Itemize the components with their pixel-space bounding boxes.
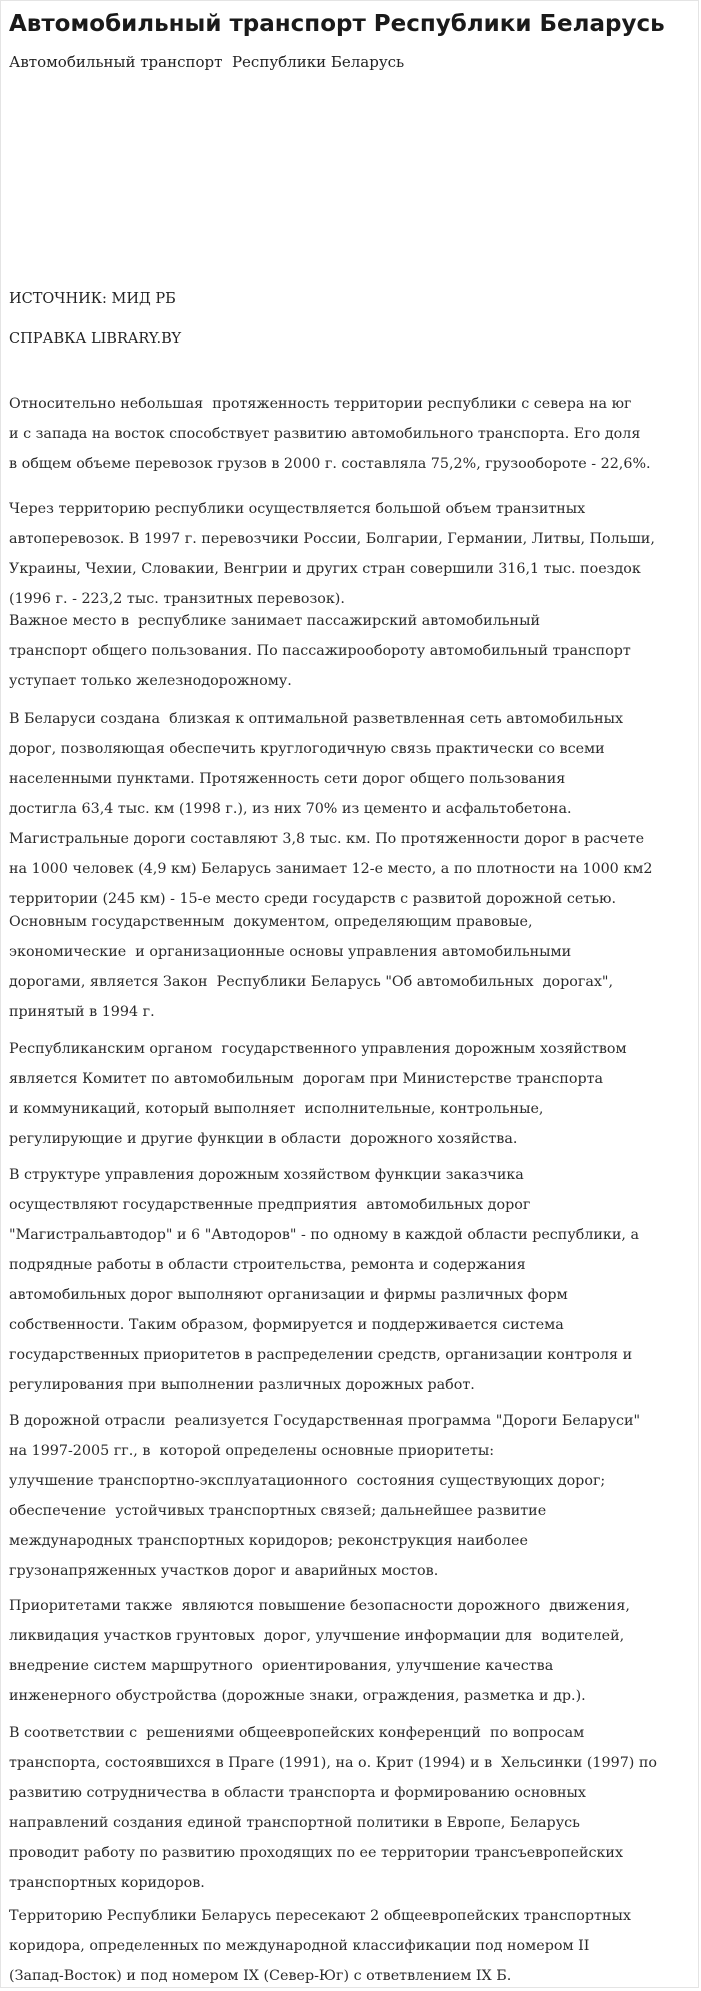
text-line: транспортных коридоров. [9,1875,205,1891]
paragraph-6 [9,1034,689,1154]
text-line: В дорожной отрасли реализуется Государственная программа "Дороги Беларуси" [9,1413,641,1429]
text-line: (1996 г. - 223,2 тыс. транзитных перевозок). [9,591,345,607]
text-line: Приоритетами также являются повышение безопасности дорожного движения, [9,1598,630,1614]
text-line: Относительно небольшая протяженность территории республики с севера на юг [9,396,632,412]
paragraph-1 [9,389,689,479]
text-line: и коммуникаций, который выполняет исполнительные, контрольные, [9,1101,544,1117]
text-line: населенными пунктами. Протяженность сети дорог общего пользования [9,771,566,787]
text-line: развитию сотрудничества в области транспорта и формированию основных [9,1785,586,1801]
text-line: государственных приоритетов в распределении средств, организации контроля и [9,1347,633,1363]
text-line: внедрение систем маршрутного ориентирования, улучшение качества [9,1658,554,1674]
text-line: в общем объеме перевозок грузов в 2000 г. составляла 75,2%, грузообороте - 22,6%. [9,456,651,472]
paragraph-10 [9,1718,689,1898]
paragraph-9 [9,1591,689,1711]
text-line: Важное место в республике занимает пассажирский автомобильный [9,613,540,629]
text-line: транспорта, состоявшихся в Праге (1991), на о. Крит (1994) и в Хельсинки (1997) по [9,1755,658,1771]
paragraph-3 [9,606,689,696]
paragraph-4 [9,704,689,914]
text-line: (Запад-Восток) и под номером IX (Север-Юг) с ответвлением IX Б. [9,1968,512,1984]
text-line: международных транспортных коридоров; реконструкция наиболее [9,1533,528,1549]
article-title: Автомобильный транспорт Республики Беларусь [9,11,665,37]
text-line: Территорию Республики Беларусь пересекают 2 общеевропейских транспортных [9,1908,631,1924]
text-line: Через территорию республики осуществляется большой объем транзитных [9,501,586,517]
text-line: на 1000 человек (4,9 км) Беларусь занимает 12-е место, а по плотности на 1000 км2 [9,861,653,877]
text-line: является Комитет по автомобильным дорогам при Министерстве транспорта [9,1071,604,1087]
text-line: В Беларуси создана близкая к оптимальной разветвленная сеть автомобильных [9,711,624,727]
text-line: достигла 63,4 тыс. км (1998 г.), из них 70% из цементо и асфальтобетона. [9,801,572,817]
text-line: экономические и организационные основы управления автомобильными [9,944,572,960]
paragraph-11 [9,1901,689,1991]
text-line: и с запада на восток способствует развитию автомобильного транспорта. Его доля [9,426,641,442]
text-line: транспорт общего пользования. По пассажирообороту автомобильный транспорт [9,643,631,659]
text-line: ликвидация участков грунтовых дорог, улучшение информации для водителей, [9,1628,625,1644]
text-line: автомобильных дорог выполняют организации и фирмы различных форм [9,1287,568,1303]
source-line: ИСТОЧНИК: МИД РБ [9,291,176,307]
text-line: автоперевозок. В 1997 г. перевозчики России, Болгарии, Германии, Литвы, Польши, [9,531,655,547]
text-line: коридора, определенных по международной классификации под номером II [9,1938,590,1954]
text-line: обеспечение устойчивых транспортных связей; дальнейшее развитие [9,1503,547,1519]
text-line: регулирования при выполнении различных дорожных работ. [9,1377,475,1393]
paragraph-7 [9,1160,689,1400]
text-line: осуществляют государственные предприятия автомобильных дорог [9,1197,531,1213]
paragraph-2 [9,494,689,614]
text-line: дорог, позволяющая обеспечить круглогодичную связь практически со всеми [9,741,605,757]
text-line: собственности. Таким образом, формируется и поддерживается система [9,1317,564,1333]
paragraph-5 [9,907,689,1027]
paragraph-8 [9,1406,689,1586]
text-line: на 1997-2005 гг., в которой определены основные приоритеты: [9,1443,495,1459]
text-line: проводит работу по развитию проходящих по ее территории трансъевропейских [9,1845,624,1861]
text-line: Магистральные дороги составляют 3,8 тыс. км. По протяженности дорог в расчете [9,831,645,847]
text-line: грузонапряженных участков дорог и аварийных мостов. [9,1563,439,1579]
text-line: регулирующие и другие функции в области дорожного хозяйства. [9,1131,518,1147]
text-line: инженерного обустройства (дорожные знаки, ограждения, разметка и др.). [9,1688,586,1704]
text-line: уступает только железнодорожному. [9,673,292,689]
text-line: территории (245 км) - 15-е место среди государств с развитой дорожной сетью. [9,891,616,907]
article-subtitle: Автомобильный транспорт Республики Беларусь [9,53,405,71]
text-line: принятый в 1994 г. [9,1004,155,1020]
text-line: "Магистральавтодор" и 6 "Автодоров" - по одному в каждой области республики, а [9,1227,640,1243]
text-line: Украины, Чехии, Словакии, Венгрии и других стран совершили 316,1 тыс. поездок [9,561,641,577]
reference-line: СПРАВКА LIBRARY.BY [9,331,182,347]
text-line: улучшение транспортно-эксплуатационного состояния существующих дорог; [9,1473,606,1489]
text-line: Республиканским органом государственного управления дорожным хозяйством [9,1041,627,1057]
text-line: В соответствии с решениями общеевропейских конференций по вопросам [9,1725,585,1741]
text-line: Основным государственным документом, определяющим правовые, [9,914,533,930]
text-line: В структуре управления дорожным хозяйством функции заказчика [9,1167,524,1183]
text-line: дорогами, является Закон Республики Беларусь "Об автомобильных дорогах", [9,974,614,990]
text-line: направлений создания единой транспортной политики в Европе, Беларусь [9,1815,580,1831]
text-line: подрядные работы в области строительства, ремонта и содержания [9,1257,526,1273]
